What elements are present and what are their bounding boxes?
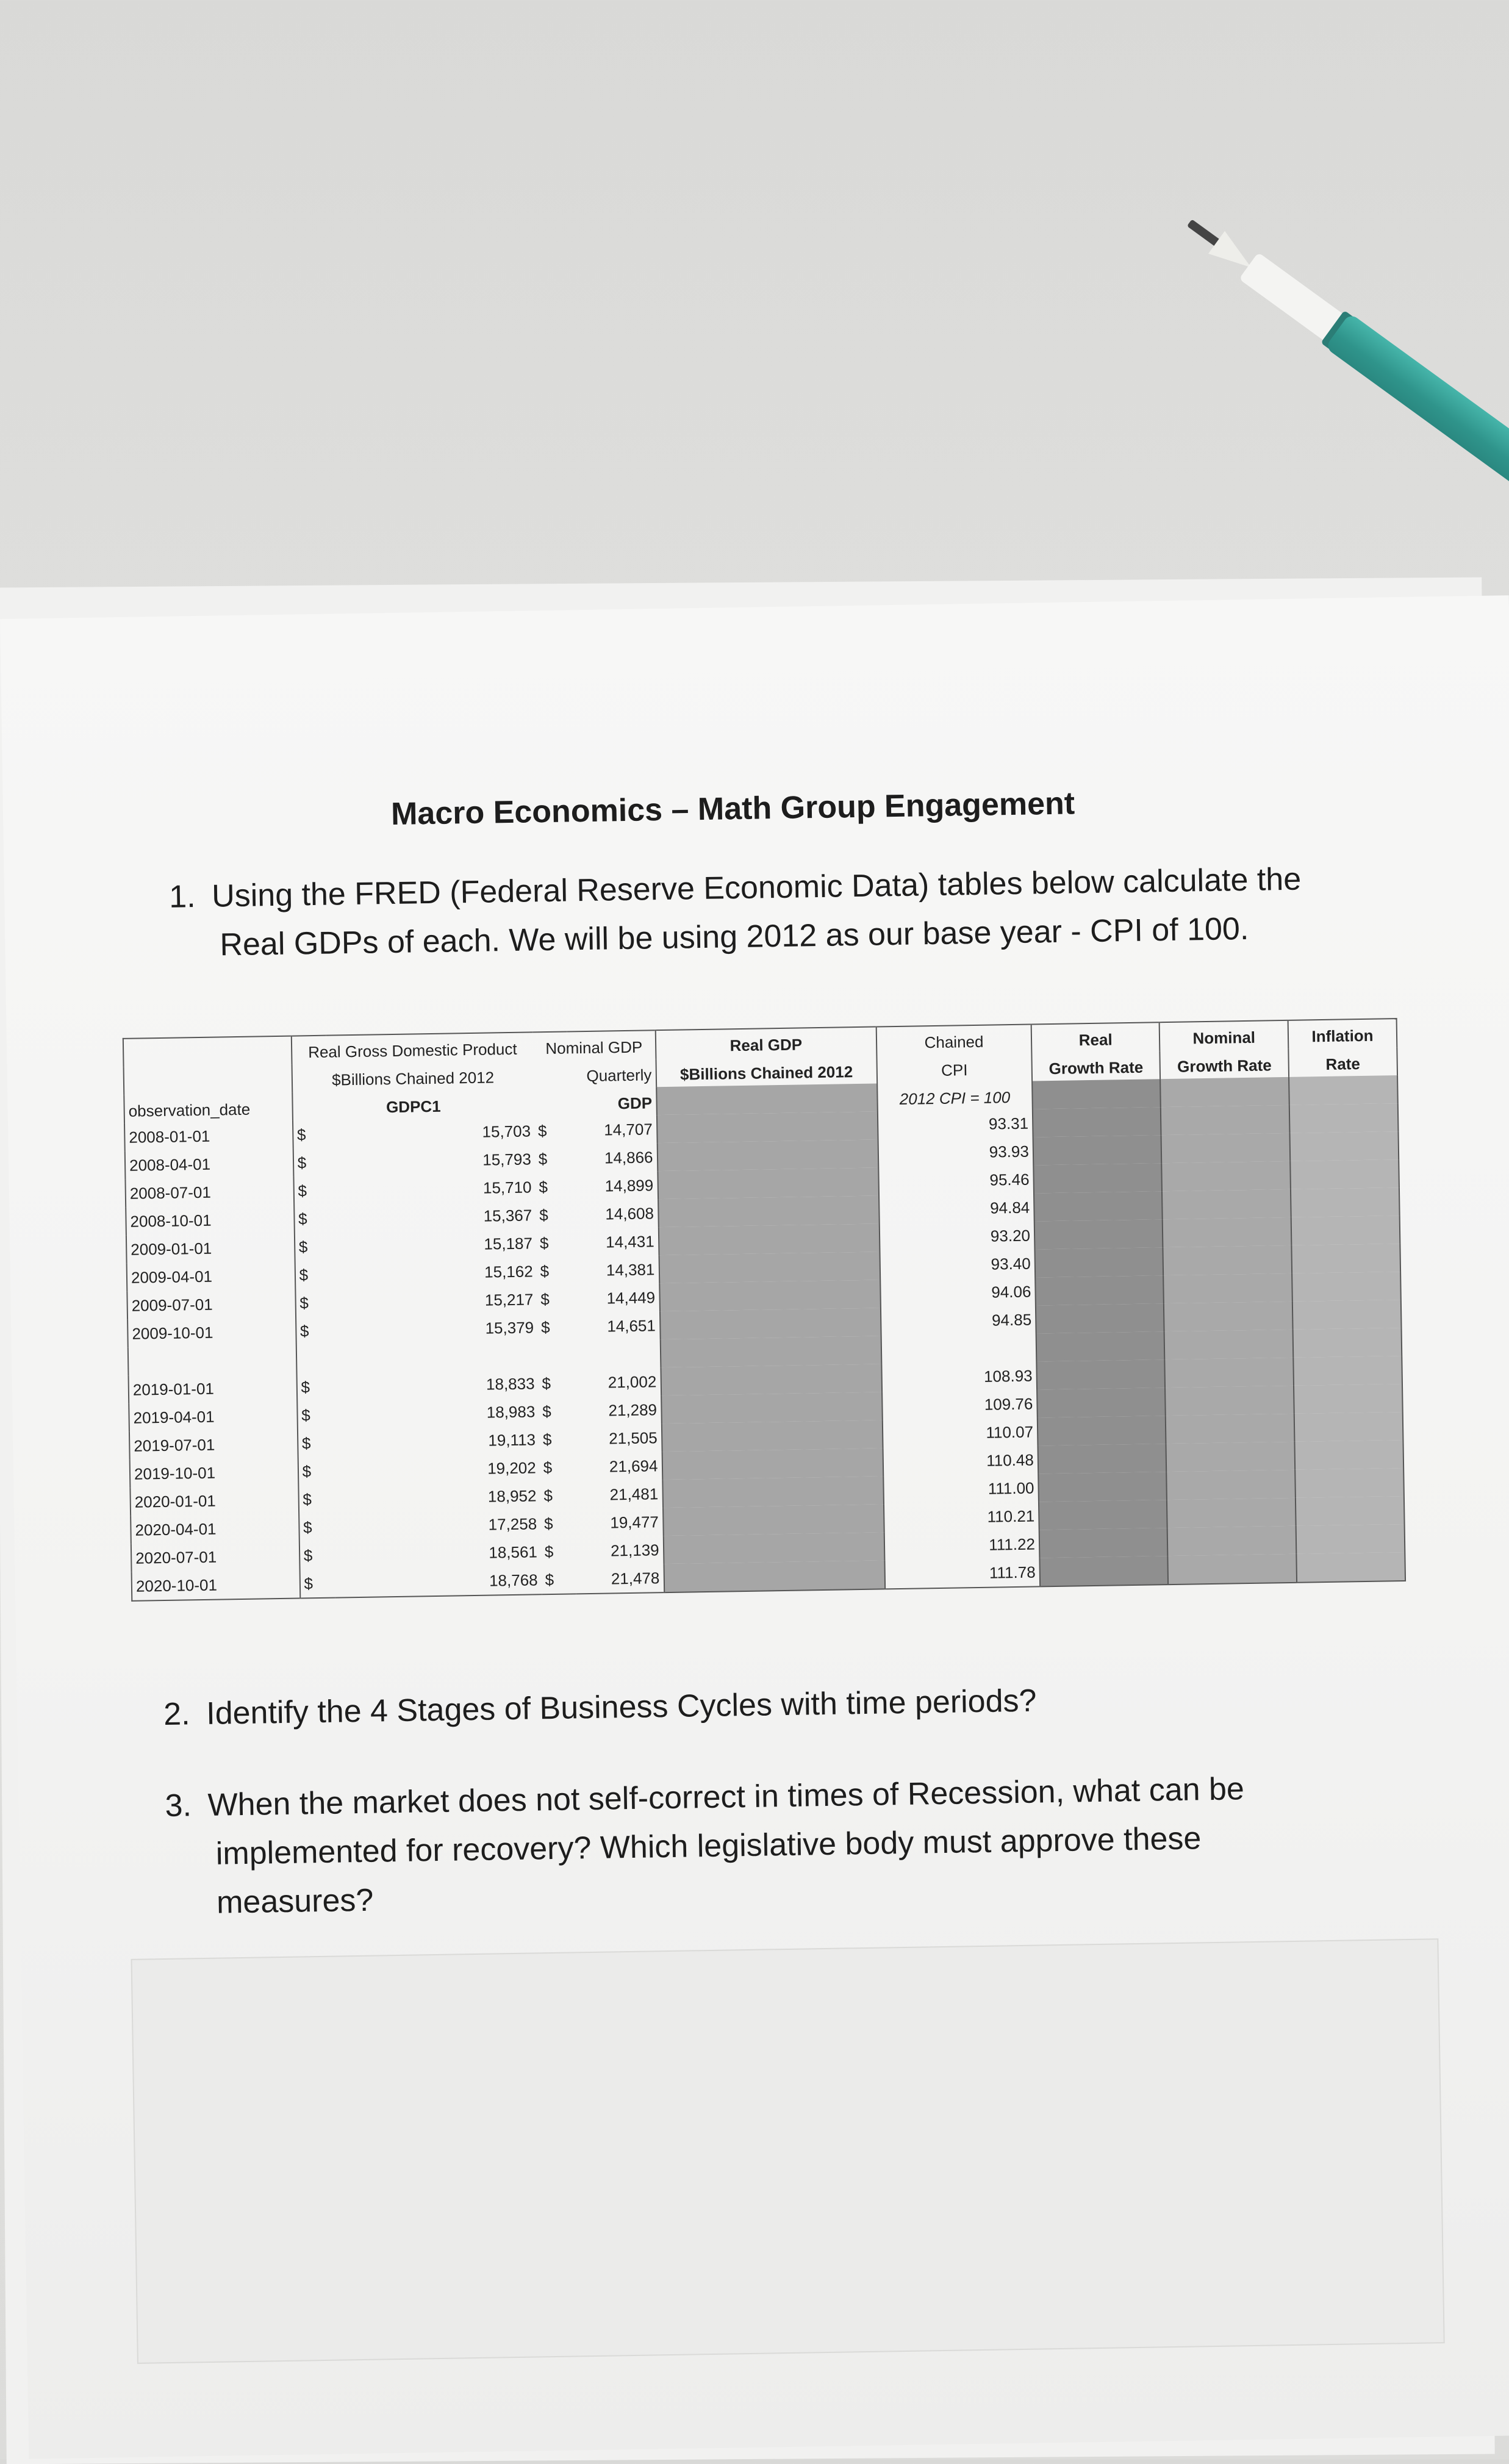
row-nominal-gdp-value: 19,477 (610, 1512, 659, 1531)
rgdp-dollar-sign: $ (299, 1321, 309, 1340)
row-date: 2019-07-01 (129, 1430, 298, 1460)
question-3-line-1: When the market does not self-correct in times of Recession, what can be (207, 1771, 1245, 1823)
rgdp-dollar-sign: $ (301, 1433, 311, 1452)
question-1-line-1: Using the FRED (Federal Reserve Economic Data) tables below calculate the (211, 861, 1302, 914)
rgdp-dollar-sign: $ (296, 1125, 306, 1144)
row-inflation-cell (1292, 1272, 1401, 1302)
row-date: 2009-07-01 (127, 1289, 295, 1320)
header-ngdp-line2: Quarterly (586, 1065, 652, 1085)
row-real-growth-cell (1038, 1416, 1166, 1445)
header-inflation-line2: Rate (1288, 1047, 1397, 1077)
header-real-growth-line1: Real (1031, 1022, 1160, 1053)
row-inflation-cell (1296, 1496, 1405, 1526)
row-nominal-growth-cell (1161, 1105, 1289, 1135)
header-ngdp-line3: GDP (617, 1094, 653, 1113)
header-inflation-line1: Inflation (1288, 1019, 1397, 1049)
table-body-2019-2020 (129, 1356, 1406, 1601)
pencil (1177, 206, 1509, 491)
row-real-gdp-answer-cell (659, 1308, 881, 1339)
header-nominal-growth-line1: Nominal (1160, 1020, 1288, 1051)
worksheet-title: Macro Economics – Math Group Engagement (390, 786, 1075, 832)
row-date: 2019-01-01 (129, 1373, 297, 1404)
rgdp-dollar-sign: $ (303, 1545, 313, 1564)
gap-real-gdp-cell (660, 1336, 881, 1367)
header-rgdp-line3: GDPC1 (385, 1097, 441, 1117)
header-cpi-line1: Chained (924, 1032, 984, 1052)
row-cpi-value: 95.46 (989, 1170, 1030, 1189)
row-real-gdp-value: 15,367 (483, 1205, 532, 1225)
row-nominal-gdp-value: 21,481 (609, 1484, 659, 1503)
ngdp-dollar-sign: $ (537, 1121, 547, 1140)
row-nominal-growth-cell (1165, 1386, 1294, 1416)
question-3 (165, 1763, 1387, 1928)
header-nominal-growth-line2: Growth Rate (1160, 1049, 1289, 1079)
row-cpi-value: 93.20 (990, 1226, 1031, 1245)
row-cpi-value: 93.31 (988, 1114, 1029, 1133)
header-date-spacer (124, 1065, 292, 1095)
ngdp-dollar-sign: $ (539, 1177, 548, 1196)
row-real-gdp-answer-cell (661, 1364, 882, 1395)
row-real-growth-cell (1035, 1275, 1164, 1305)
row-real-gdp-value: 15,793 (482, 1149, 531, 1169)
row-real-gdp-value: 19,113 (488, 1430, 536, 1450)
rgdp-dollar-sign: $ (303, 1517, 312, 1536)
row-nominal-gdp-value: 21,289 (608, 1400, 658, 1419)
row-real-gdp-value: 18,833 (486, 1373, 535, 1394)
rgdp-dollar-sign: $ (298, 1237, 308, 1256)
row-nominal-growth-cell (1164, 1273, 1292, 1303)
row-real-gdp-value: 15,217 (484, 1289, 534, 1309)
row-real-growth-cell (1038, 1472, 1167, 1502)
row-real-gdp-answer-cell (663, 1504, 884, 1536)
row-nominal-gdp-value: 14,449 (606, 1288, 656, 1308)
row-date: 2008-04-01 (125, 1149, 293, 1180)
row-cpi-value: 93.40 (991, 1254, 1031, 1273)
row-real-growth-cell (1037, 1388, 1166, 1417)
row-real-gdp-value: 15,703 (482, 1121, 531, 1141)
row-real-growth-cell (1034, 1247, 1163, 1277)
table-body-2008-2009 (124, 1103, 1402, 1348)
header-observation-date: observation_date (124, 1093, 292, 1123)
row-cpi-value: 110.48 (986, 1450, 1034, 1470)
row-date: 2008-07-01 (125, 1177, 293, 1208)
ngdp-dollar-sign: $ (542, 1373, 551, 1392)
row-cpi-value: 110.07 (986, 1422, 1034, 1442)
row-date: 2020-01-01 (130, 1485, 298, 1516)
row-real-gdp-answer-cell (658, 1167, 879, 1199)
row-real-gdp-value: 18,952 (487, 1486, 537, 1506)
row-nominal-gdp-value: 14,866 (604, 1147, 653, 1167)
question-1-line-2: Real GDPs of each. We will be using 2012 as our base year - CPI of 100. (219, 911, 1249, 963)
rgdp-dollar-sign: $ (301, 1405, 310, 1424)
rgdp-dollar-sign: $ (299, 1293, 309, 1312)
rgdp-dollar-sign: $ (303, 1489, 312, 1508)
row-real-growth-cell (1038, 1444, 1166, 1474)
row-inflation-cell (1292, 1300, 1402, 1330)
ngdp-dollar-sign: $ (540, 1317, 550, 1336)
rgdp-dollar-sign: $ (298, 1209, 307, 1228)
row-cpi-value: 111.78 (989, 1563, 1036, 1582)
row-nominal-gdp-value: 14,431 (605, 1231, 654, 1252)
row-cpi-value: 94.85 (991, 1310, 1032, 1330)
row-real-growth-cell (1039, 1528, 1168, 1558)
row-nominal-gdp-value: 14,707 (604, 1119, 653, 1139)
row-nominal-growth-cell (1167, 1470, 1296, 1500)
ngdp-dollar-sign: $ (540, 1289, 550, 1308)
row-inflation-cell (1296, 1552, 1405, 1583)
rgdp-dollar-sign: $ (299, 1265, 309, 1284)
row-real-gdp-answer-cell (659, 1280, 881, 1311)
row-nominal-growth-cell (1166, 1414, 1294, 1444)
header-ngdp-line1: Nominal GDP (545, 1037, 643, 1058)
ngdp-dollar-sign: $ (540, 1261, 550, 1280)
row-inflation-cell (1293, 1356, 1402, 1386)
row-nominal-growth-cell (1162, 1189, 1291, 1219)
question-2 (163, 1671, 1384, 1739)
gap-cell (331, 1341, 538, 1372)
row-real-growth-cell (1034, 1191, 1163, 1221)
row-real-gdp-value: 19,202 (487, 1458, 536, 1478)
header-date (123, 1036, 292, 1067)
row-inflation-cell (1289, 1103, 1399, 1133)
row-date: 2009-04-01 (127, 1261, 295, 1292)
question-1 (169, 853, 1390, 970)
worksheet-page (0, 595, 1509, 2459)
row-inflation-cell (1295, 1468, 1404, 1498)
row-real-gdp-value: 17,258 (488, 1514, 537, 1534)
question-3-line-2: implemented for recovery? Which legislative body must approve these (215, 1821, 1202, 1872)
rgdp-dollar-sign: $ (298, 1181, 307, 1200)
ngdp-dollar-sign: $ (543, 1514, 553, 1533)
row-real-gdp-value: 15,379 (485, 1317, 534, 1338)
ngdp-dollar-sign: $ (545, 1570, 554, 1589)
answer-area (131, 1938, 1445, 2364)
row-date: 2009-01-01 (126, 1233, 295, 1264)
row-nominal-growth-cell (1161, 1133, 1290, 1163)
row-nominal-growth-cell (1168, 1554, 1297, 1585)
row-real-gdp-value: 18,561 (489, 1542, 538, 1562)
row-real-growth-cell (1039, 1500, 1167, 1530)
row-date: 2020-07-01 (131, 1541, 299, 1572)
row-nominal-growth-cell (1166, 1442, 1295, 1472)
row-real-gdp-answer-cell (658, 1223, 880, 1255)
gap-cell (537, 1341, 572, 1369)
row-nominal-gdp-value: 14,381 (606, 1259, 655, 1280)
ngdp-dollar-sign: $ (543, 1486, 553, 1505)
row-nominal-gdp-value: 21,139 (610, 1540, 659, 1560)
row-nominal-gdp-value: 21,505 (608, 1428, 658, 1447)
pencil-grip (1325, 313, 1509, 498)
row-date: 2020-04-01 (131, 1513, 299, 1544)
row-real-gdp-answer-cell (661, 1420, 883, 1452)
gap-cell (881, 1333, 1037, 1364)
header-cpi-line2: CPI (941, 1061, 968, 1080)
row-inflation-cell (1291, 1244, 1400, 1273)
row-real-gdp-value: 18,768 (489, 1570, 538, 1590)
row-real-gdp-answer-cell (657, 1139, 878, 1171)
row-real-gdp-answer-cell (662, 1476, 884, 1508)
row-nominal-gdp-value: 14,651 (607, 1316, 656, 1336)
ngdp-dollar-sign: $ (542, 1430, 552, 1449)
row-nominal-growth-cell (1167, 1526, 1296, 1556)
row-nominal-gdp-value: 21,478 (611, 1568, 660, 1588)
row-date: 2008-10-01 (126, 1205, 294, 1236)
row-real-gdp-value: 15,187 (484, 1233, 533, 1253)
row-real-growth-cell (1033, 1107, 1161, 1137)
gap-inflation-cell (1293, 1328, 1402, 1358)
row-real-growth-cell (1039, 1556, 1168, 1586)
row-nominal-growth-cell (1165, 1358, 1294, 1388)
question-3-number: 3. (165, 1788, 192, 1824)
question-2-number: 2. (163, 1696, 191, 1733)
question-3-line-3: measures? (216, 1882, 374, 1921)
row-nominal-gdp-value: 21,002 (608, 1372, 657, 1391)
question-2-text: Identify the 4 Stages of Business Cycles with time periods? (206, 1683, 1037, 1732)
ngdp-dollar-sign: $ (543, 1458, 553, 1477)
ngdp-dollar-sign: $ (538, 1149, 548, 1168)
gap-cell (572, 1339, 661, 1369)
row-real-gdp-answer-cell (656, 1111, 878, 1143)
row-real-growth-cell (1036, 1359, 1165, 1389)
row-inflation-cell (1294, 1412, 1403, 1442)
row-date: 2020-10-01 (132, 1569, 300, 1600)
row-cpi-value: 94.06 (991, 1282, 1031, 1302)
header-inflation-blank (1289, 1075, 1398, 1105)
header-real-gdp-line2: $Billions Chained 2012 (656, 1056, 877, 1087)
ngdp-dollar-sign: $ (539, 1205, 548, 1224)
header-real-growth-line2: Growth Rate (1031, 1051, 1160, 1081)
rgdp-dollar-sign: $ (302, 1461, 312, 1480)
row-real-gdp-value: 15,162 (484, 1261, 533, 1281)
row-real-growth-cell (1034, 1219, 1163, 1249)
question-1-number: 1. (168, 879, 196, 915)
row-cpi-value: 93.93 (989, 1142, 1030, 1161)
row-inflation-cell (1291, 1216, 1400, 1245)
row-cpi-value: 94.84 (989, 1198, 1030, 1217)
row-cpi-value: 111.00 (987, 1478, 1034, 1498)
header-real-growth-blank (1032, 1079, 1161, 1109)
row-real-gdp-value: 18,983 (486, 1402, 536, 1422)
row-real-growth-cell (1036, 1303, 1164, 1333)
row-inflation-cell (1296, 1524, 1405, 1554)
row-inflation-cell (1294, 1384, 1403, 1414)
row-cpi-value: 109.76 (984, 1394, 1033, 1414)
row-inflation-cell (1290, 1159, 1399, 1189)
row-nominal-growth-cell (1163, 1245, 1292, 1275)
ngdp-dollar-sign: $ (542, 1402, 551, 1420)
row-real-gdp-answer-cell (664, 1560, 885, 1592)
row-cpi-value: 108.93 (983, 1366, 1033, 1386)
row-inflation-cell (1291, 1187, 1400, 1217)
row-cpi-value: 110.21 (987, 1506, 1035, 1526)
row-real-gdp-answer-cell (658, 1195, 880, 1227)
row-real-gdp-answer-cell (663, 1532, 884, 1564)
header-rgdp-line1: Real Gross Domestic Product (307, 1039, 517, 1062)
rgdp-dollar-sign: $ (301, 1377, 310, 1396)
row-inflation-cell (1294, 1440, 1403, 1470)
row-real-gdp-answer-cell (661, 1392, 883, 1424)
row-real-gdp-value: 15,710 (482, 1177, 532, 1197)
header-real-gdp-line1: Real GDP (655, 1027, 876, 1059)
row-date: 2008-01-01 (124, 1121, 293, 1151)
ngdp-dollar-sign: $ (539, 1233, 549, 1252)
header-rgdp-line2: $Billions Chained 2012 (331, 1068, 495, 1089)
header-cpi-line3: 2012 CPI = 100 (899, 1088, 1011, 1108)
row-real-gdp-answer-cell (662, 1448, 883, 1480)
gdp-data-table (123, 1018, 1406, 1602)
row-nominal-gdp-value: 21,694 (609, 1456, 658, 1475)
header-real-gdp-blank (656, 1084, 878, 1116)
row-nominal-growth-cell (1162, 1161, 1291, 1191)
row-real-growth-cell (1033, 1163, 1162, 1193)
row-real-gdp-answer-cell (659, 1252, 880, 1283)
gap-date (128, 1345, 296, 1376)
row-nominal-growth-cell (1164, 1302, 1292, 1331)
gap-cell (296, 1345, 331, 1373)
row-real-growth-cell (1033, 1135, 1161, 1165)
row-nominal-gdp-value: 14,608 (605, 1203, 654, 1223)
ngdp-dollar-sign: $ (544, 1542, 554, 1561)
rgdp-dollar-sign: $ (304, 1574, 314, 1592)
row-date: 2019-10-01 (130, 1457, 298, 1488)
row-nominal-growth-cell (1163, 1217, 1291, 1247)
row-inflation-cell (1289, 1131, 1399, 1161)
gap-nominal-growth-cell (1164, 1330, 1293, 1359)
row-cpi-value: 111.22 (989, 1535, 1036, 1554)
rgdp-dollar-sign: $ (297, 1153, 307, 1172)
header-nominal-growth-blank (1161, 1077, 1289, 1107)
row-date: 2009-10-01 (127, 1317, 296, 1348)
row-date: 2019-04-01 (129, 1402, 297, 1432)
gap-real-growth-cell (1036, 1331, 1165, 1361)
row-nominal-gdp-value: 14,899 (604, 1175, 654, 1195)
row-nominal-growth-cell (1167, 1498, 1296, 1528)
